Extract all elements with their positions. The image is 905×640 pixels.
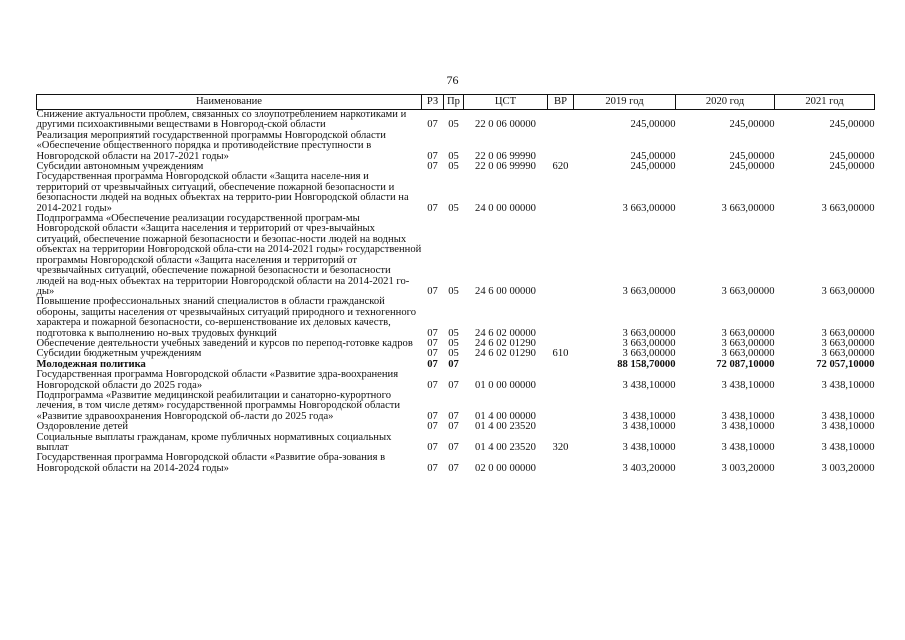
row-pr: 05 xyxy=(448,348,459,360)
row-2019: 245,00000 xyxy=(630,150,676,162)
row-2019: 245,00000 xyxy=(630,119,676,131)
row-2021: 3 663,00000 xyxy=(821,337,875,349)
row-pr: 07 xyxy=(448,442,459,453)
row-2020: 245,00000 xyxy=(729,161,775,173)
row-rz: 07 xyxy=(427,421,438,433)
row-cst: 24 6 02 00000 xyxy=(475,327,536,339)
row-vr xyxy=(548,360,574,370)
row-2020: 3 438,10000 xyxy=(721,379,775,391)
row-2020: 3 663,00000 xyxy=(721,285,775,297)
header-cst: ЦСТ xyxy=(464,95,548,110)
row-name: Обеспечение деятельности учебных заведений и курсов по перепод-готовке кадров xyxy=(36,337,413,349)
row-rz: 07 xyxy=(427,348,438,360)
row-rz: 07 xyxy=(427,358,438,370)
row-pr: 05 xyxy=(448,337,459,349)
row-cst: 24 0 00 00000 xyxy=(475,202,536,214)
row-vr xyxy=(548,214,574,297)
table-row xyxy=(37,110,875,131)
header-2020: 2020 год xyxy=(676,95,775,110)
row-2019: 3 663,00000 xyxy=(622,337,676,349)
row-2020: 3 438,10000 xyxy=(721,421,775,433)
row-rz: 07 xyxy=(427,327,438,339)
row-pr: 05 xyxy=(448,327,459,339)
row-2021: 3 438,10000 xyxy=(821,410,875,422)
row-name: Оздоровление детей xyxy=(36,421,129,433)
row-pr: 07 xyxy=(448,410,459,422)
row-vr xyxy=(548,131,574,162)
header-2019: 2019 год xyxy=(574,95,676,110)
table-row xyxy=(37,214,875,297)
row-rz: 07 xyxy=(427,462,438,474)
row-name: Подпрограмма «Обеспечение реализации государственной програм-мы Новгородской области «Защита населения и территорий от чрез-вычайных ситуаций, обеспечение пожарной безопасности и безопас-ности людей на водных объектах на территории Новгородской обла-сти на 2014-2021 годы» государственной программы Новгородской области «Защита населения и территорий от чрезвычайных ситуаций, обеспечение пожарной безопасности и безопасности людей на вод-ных объектах на территории Новгородской области на 2014-2021 го-ды» xyxy=(36,213,422,297)
row-2019: 245,00000 xyxy=(630,161,676,173)
table-row xyxy=(37,370,875,391)
row-2019: 3 438,10000 xyxy=(622,379,676,391)
table-row xyxy=(37,172,875,214)
table-body xyxy=(37,110,875,475)
row-2021: 3 438,10000 xyxy=(821,421,875,433)
row-vr xyxy=(548,391,574,422)
row-vr: 620 xyxy=(552,161,569,173)
row-2021: 3 663,00000 xyxy=(821,202,875,214)
row-2019: 3 663,00000 xyxy=(622,348,676,360)
row-vr xyxy=(548,370,574,391)
row-name: Молодежная политика xyxy=(36,358,146,370)
row-2020: 3 663,00000 xyxy=(721,348,775,360)
row-rz: 07 xyxy=(427,119,438,131)
row-2021: 245,00000 xyxy=(829,161,875,173)
row-name: Реализация мероприятий государственной программы Новгородской области «Обеспечение общественного порядка и противодействие преступности в Новгородской области на 2017-2021 годы» xyxy=(36,129,386,162)
row-pr: 05 xyxy=(448,202,459,214)
row-2021: 3 438,10000 xyxy=(821,379,875,391)
row-rz: 07 xyxy=(427,150,438,162)
row-vr: 610 xyxy=(552,348,569,360)
row-2021: 245,00000 xyxy=(829,150,875,162)
row-rz: 07 xyxy=(427,410,438,422)
row-rz: 07 xyxy=(427,161,438,173)
header-vr: ВР xyxy=(548,95,574,110)
row-cst: 01 4 00 23520 xyxy=(475,442,536,453)
header-2021: 2021 год xyxy=(775,95,875,110)
row-vr xyxy=(548,453,574,474)
row-2019: 3 438,10000 xyxy=(622,410,676,422)
row-2021: 3 663,00000 xyxy=(821,348,875,360)
budget-table xyxy=(36,94,875,474)
row-2020: 3 438,10000 xyxy=(721,410,775,422)
row-pr: 05 xyxy=(448,150,459,162)
row-name: Субсидии автономным учреждениям xyxy=(36,161,204,173)
row-2020: 3 438,10000 xyxy=(721,442,775,453)
row-2021: 3 438,10000 xyxy=(821,442,875,453)
row-2020: 72 087,10000 xyxy=(716,358,775,370)
row-2019: 3 663,00000 xyxy=(622,202,676,214)
table-row xyxy=(37,131,875,162)
row-cst: 24 6 02 01290 xyxy=(475,337,536,349)
row-name: Государственная программа Новгородской области «Защита населе-ния и территорий от чрезвычайных ситуаций, обеспечение пожарной безопасности и безопасности людей на водных объектах на террито-рии Новгородской области на 2014-2021 годы» xyxy=(36,171,409,214)
row-rz: 07 xyxy=(427,379,438,391)
row-cst: 01 4 00 00000 xyxy=(475,410,536,422)
row-2019: 88 158,70000 xyxy=(617,358,676,370)
row-2020: 3 003,20000 xyxy=(721,462,775,474)
row-2021: 72 057,10000 xyxy=(816,358,875,370)
row-vr xyxy=(548,172,574,214)
row-2020: 3 663,00000 xyxy=(721,202,775,214)
row-2020: 245,00000 xyxy=(729,119,775,131)
row-cst: 01 4 00 23520 xyxy=(475,421,536,433)
row-2019: 3 438,10000 xyxy=(622,442,676,453)
row-2021: 3 663,00000 xyxy=(821,285,875,297)
table-row xyxy=(37,297,875,339)
row-name: Социальные выплаты гражданам, кроме публичных нормативных социальных выплат xyxy=(36,431,392,453)
row-vr xyxy=(548,110,574,131)
row-2021: 3 663,00000 xyxy=(821,327,875,339)
row-2021: 245,00000 xyxy=(829,119,875,131)
row-name: Субсидии бюджетным учреждениям xyxy=(36,348,202,360)
row-pr: 07 xyxy=(448,358,459,370)
row-rz: 07 xyxy=(427,442,438,453)
row-cst: 24 6 00 00000 xyxy=(475,285,536,297)
row-cst: 24 6 02 01290 xyxy=(475,348,536,360)
row-2021: 3 003,20000 xyxy=(821,462,875,474)
table-header-row xyxy=(37,95,875,110)
row-2019: 3 663,00000 xyxy=(622,285,676,297)
row-cst: 02 0 00 00000 xyxy=(475,462,536,474)
row-vr: 320 xyxy=(552,442,569,453)
row-pr: 07 xyxy=(448,379,459,391)
row-2019: 3 403,20000 xyxy=(622,462,676,474)
row-name: Государственная программа Новгородской области «Развитие обра-зования в Новгородской области на 2014-2024 годы» xyxy=(36,452,386,474)
row-rz: 07 xyxy=(427,202,438,214)
row-pr: 07 xyxy=(448,462,459,474)
table-row xyxy=(37,453,875,474)
row-vr xyxy=(548,422,574,432)
row-2020: 3 663,00000 xyxy=(721,337,775,349)
row-name: Повышение профессиональных знаний специалистов в области гражданской обороны, защиты населения от чрезвычайных ситуаций природного и техногенного характера и пожарной безопасности, со-вершенствование их деловых качеств, подготовка к выполнению но-вых трудовых функций xyxy=(36,296,417,339)
page-number: 76 xyxy=(446,73,459,87)
header-rz: РЗ xyxy=(422,95,444,110)
row-name: Снижение актуальности проблем, связанных со злоупотреблением наркотиками и другими психоактивными веществами в Новгород-ской области xyxy=(36,109,407,131)
row-pr: 07 xyxy=(448,421,459,433)
row-vr xyxy=(548,297,574,339)
row-2020: 245,00000 xyxy=(729,150,775,162)
row-name: Подпрограмма «Развитие медицинской реабилитации и санаторно-курортного лечения, в том числе детям» государственной программы Новгородской области «Развитие здравоохранения Новгородской об-ласти до 2025 года» xyxy=(36,389,401,422)
row-2019: 3 663,00000 xyxy=(622,327,676,339)
row-rz: 07 xyxy=(427,337,438,349)
header-name: Наименование xyxy=(37,95,422,110)
row-pr: 05 xyxy=(448,119,459,131)
row-rz: 07 xyxy=(427,285,438,297)
row-cst: 22 0 06 99990 xyxy=(475,161,536,173)
row-pr: 05 xyxy=(448,161,459,173)
table-row xyxy=(37,391,875,422)
row-cst: 22 0 06 99990 xyxy=(475,150,536,162)
row-cst: 22 0 06 00000 xyxy=(475,119,536,131)
table-row xyxy=(37,433,875,454)
row-2020: 3 663,00000 xyxy=(721,327,775,339)
row-name: Государственная программа Новгородской области «Развитие здра-воохранения Новгородской области до 2025 года» xyxy=(36,369,399,391)
row-cst: 01 0 00 00000 xyxy=(475,379,536,391)
header-pr: Пр xyxy=(444,95,464,110)
row-2019: 3 438,10000 xyxy=(622,421,676,433)
row-pr: 05 xyxy=(448,285,459,297)
row-cst xyxy=(464,360,548,370)
